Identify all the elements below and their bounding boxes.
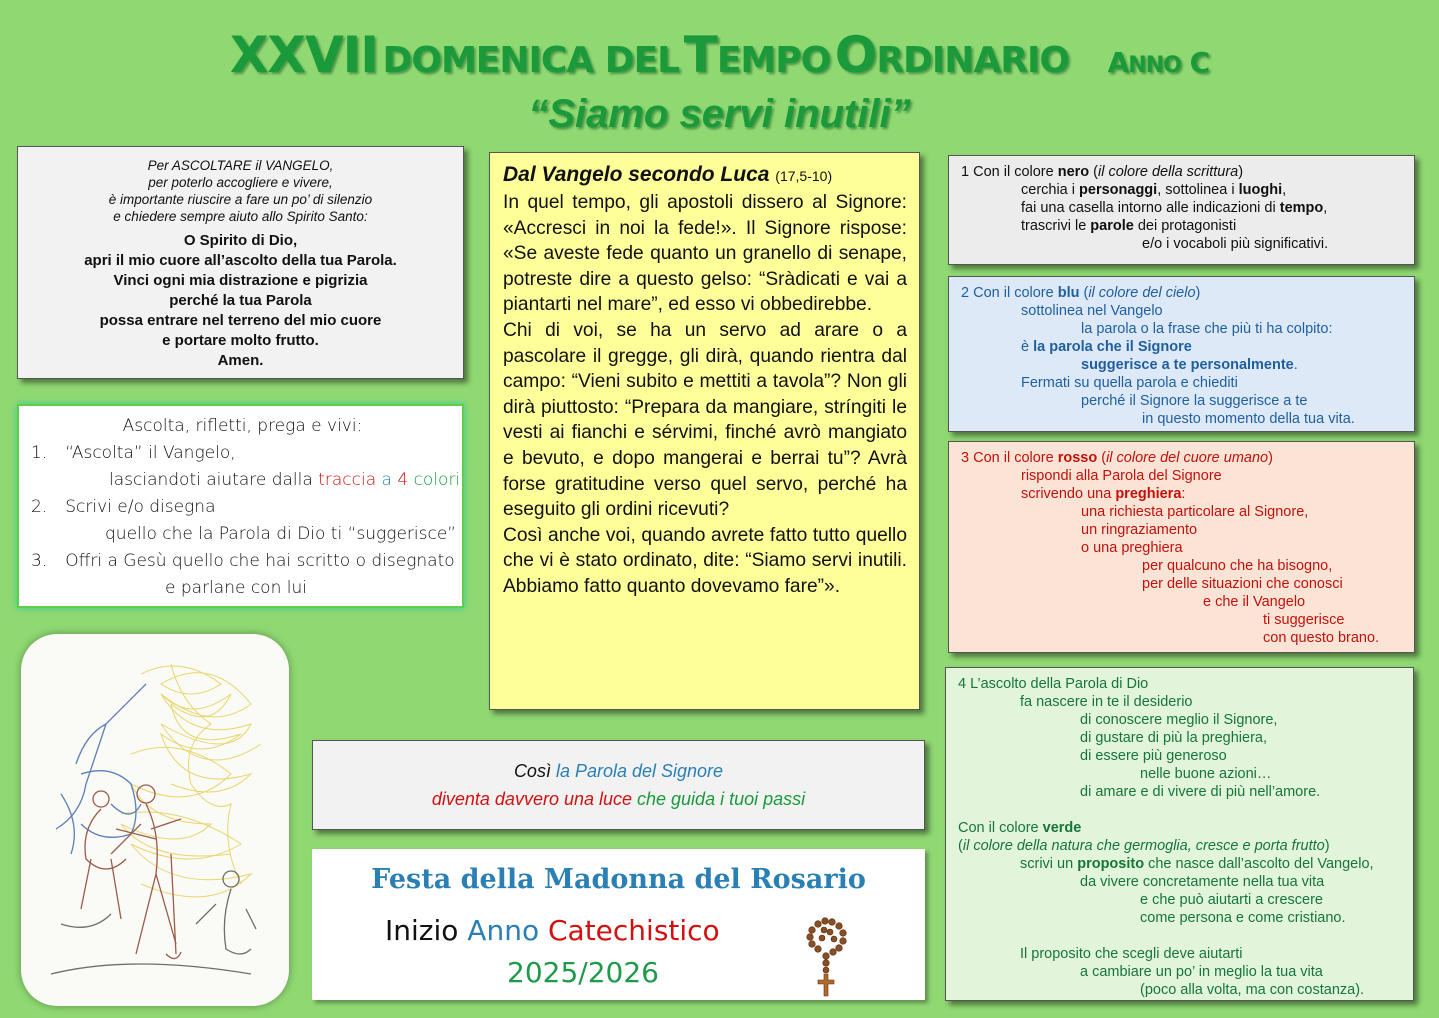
text: 3 Con il colore [961,450,1058,466]
panel-line: nelle buone azioni… [1140,766,1272,782]
word-proposito: proposito [1077,856,1145,872]
gospel-text: In quel tempo, gli apostoli dissero al Signore: «Accresci in noi la fede!». Il Signore rispose: «Se aveste fede quanto un granello di senape, potreste dire a questo gelso: “Sràdicati e vai a piantarti nel mare”, ed esso vi obbedirebbe. [503,192,907,316]
festa-year: 2025/2026 [507,956,659,989]
panel-line [958,819,1401,837]
panel-line: ti suggerisce [1263,612,1345,628]
panel-line: un ringraziamento [1081,522,1198,538]
word-rosso: rosso [1057,450,1098,466]
festa-catechistico: Catechistico [547,914,720,947]
panel-line: e che il Vangelo [1203,594,1306,610]
prayer-line: e portare molto frutto. [162,332,319,349]
panel-line [961,199,1402,217]
step-number: 2. [31,497,48,517]
panel-line [961,356,1402,374]
text: scrivi un [1020,856,1078,872]
step-2 [31,494,454,521]
panel-spacer [958,801,1401,819]
word-preghiera: preghiera [1115,486,1182,502]
luce-diventa: diventa davvero una luce [431,789,633,809]
panel-line: per qualcuno che ha bisogno, [1142,558,1333,574]
panel-line [958,837,1401,855]
rosary-icon [802,916,852,998]
step-2-detail: quello che la Parola di Dio ti “suggerisce” [105,524,457,544]
panel-line: una richiesta particolare al Signore, [1081,504,1309,520]
panel-line: per delle situazioni che conosci [1142,576,1343,592]
title-rdinario: RDINARIO [876,40,1070,81]
gospel-heading [503,161,907,190]
gospel-text: Chi di voi, se ha un servo ad arare o a pascolare il gregge, gli dirà, quando rientra dal campo: “Vieni subito e mettiti a tavola”? Non gli dirà piuttosto: “Prepara da mangiare, stríngiti le vesti ai fianchi e sérvimi, finché avrò mangiato e bevuto, e dopo mangerai e berrai tu”? Avrà forse gratitudine verso quel servo, perché ha eseguito gli ordini ricevuti? [503,319,907,521]
title-numeral: XXVII [229,26,378,84]
text: : [1181,486,1186,502]
festa-inizio: Inizio [385,914,459,947]
panel-line: di essere più generoso [1080,748,1227,764]
panel-line: come persona e come cristiano. [1140,910,1346,926]
luce-box [312,740,925,830]
panel-line: di gustare di più la preghiera, [1080,730,1268,746]
text: che nasce dall’ascolto del Vangelo, [1144,856,1374,872]
panel-line: o una preghiera [1081,540,1183,556]
light-scribbles [121,664,261,897]
word-tempo: tempo [1279,200,1324,216]
illustration-frame [21,634,289,1006]
text: scrivendo una [1021,486,1116,502]
panel-line: a cambiare un po’ in meglio la tua vita [1080,964,1323,980]
title-empo: EMPO [716,40,831,81]
panel-line: Il proposito che scegli deve aiutarti [1020,946,1243,962]
text: trascrivi le [1021,218,1091,234]
prayer-line: apri il mio cuore all’ascolto della tua Parola. [84,252,397,269]
panel-line: 4 L’ascolto della Parola di Dio [958,676,1149,692]
panel-line: di amare e di vivere di più nell’amore. [1080,784,1321,800]
panel-line: con questo brano. [1263,630,1380,646]
step-number: 1. [31,443,48,463]
step-panel-1 [948,155,1415,265]
text: ( [1097,450,1107,466]
text: , [1323,200,1328,216]
word-colori: colori [408,470,461,490]
panel-line: in questo momento della tua vita. [1142,411,1355,427]
text: ( [1079,285,1089,301]
anno-a: A [1107,46,1129,79]
subtitle: “Siamo servi inutili” [528,92,911,136]
word-luoghi: luoghi [1238,182,1283,198]
text: il colore del cuore umano [1106,450,1269,466]
step-text: Offri a Gesù quello che hai scritto o disegnato [65,551,455,571]
text: ) [1238,164,1244,180]
step-3-detail: e parlane con lui [165,578,307,598]
festa-box [312,849,925,1000]
prayer-line: Vinci ogni mia distrazione e pigrizia [113,272,368,289]
step-text: lasciandoti aiutare dalla [109,470,319,490]
luce-parola: la Parola del Signore [555,761,724,781]
festa-anno: Anno [467,914,540,947]
prayer-line: Amen. [217,352,264,369]
text: il colore del cielo [1088,285,1196,301]
drawing-illustration [21,634,289,1006]
text: 1 Con il colore [961,164,1058,180]
word-a: a [376,470,398,490]
luce-guida: che guida i tuoi passi [632,789,806,809]
step-number: 3. [31,551,48,571]
word-4: 4 [397,470,409,490]
text: il colore della scrittura [1098,164,1239,180]
gospel-title: Dal Vangelo secondo Luca [503,163,770,186]
text: è [1021,339,1034,355]
panel-line: fa nascere in te il desiderio [1020,694,1193,710]
panel-line: rispondi alla Parola del Signore [1021,468,1222,484]
page-title [0,26,1439,84]
step-panel-4 [945,667,1414,1001]
step-3 [31,548,454,575]
panel-line [961,181,1402,199]
text: . [1293,357,1298,373]
panel-line [961,338,1402,356]
steps-heading: Ascolta, rifletti, prega e vivi: [122,416,363,436]
panel-line: da vivere concretamente nella tua vita [1080,874,1325,890]
step-1-detail [31,467,461,494]
text: ) [1268,450,1273,466]
text: cerchia i [1021,182,1080,198]
panel-line [961,163,1402,181]
prayer-line: perché la tua Parola [169,292,312,309]
panel-line: e/o i vocaboli più significativi. [1142,236,1329,252]
gospel-text: Così anche voi, quando avrete fatto tutto quello che vi è stato ordinato, dite: “Siamo servi inutili. Abbiamo fatto quanto dovevamo fare”». [503,524,907,597]
panel-line [961,217,1402,235]
text: ) [1324,838,1330,854]
panel-line: Fermati su quella parola e chiediti [1021,375,1238,391]
step-panel-2 [948,276,1415,432]
word-blu: blu [1057,285,1080,301]
text: 2 Con il colore [961,285,1058,301]
panel-line: (poco alla volta, ma con costanza). [1140,982,1365,998]
festa-title: Festa della Madonna del Rosario [371,864,866,895]
step-panel-3 [948,441,1415,653]
festa-inizio-line [385,914,720,947]
text: dei protagonisti [1133,218,1237,234]
panel-line [958,855,1401,873]
prayer-intro-line: Per ASCOLTARE il VANGELO, [147,158,334,173]
panel-line [961,284,1402,302]
title-domenica: DOMENICA DEL [382,40,680,81]
text: , sottolinea i [1157,182,1239,198]
title-o: O [834,26,877,84]
bold-phrase: suggerisce a te personalmente [1081,357,1294,373]
anno-nno: NNO [1128,53,1181,78]
text: ) [1195,285,1201,301]
luce-cosi: Così [513,761,556,781]
step-text: Scrivi e/o disegna [65,497,216,517]
panel-line: perché il Signore la suggerisce a te [1081,393,1308,409]
word-personaggi: personaggi [1079,182,1158,198]
text: Con il colore [958,820,1043,836]
bold-phrase: la parola che il Signore [1033,339,1192,355]
text: ( [1089,164,1098,180]
prayer-box [17,146,464,379]
blue-figures [56,684,146,854]
title-anno [1108,46,1210,79]
prayer-line: possa entrare nel terreno del mio cuore [99,312,382,329]
word-verde: verde [1042,820,1082,836]
prayer-intro-line: e chiedere sempre aiuto allo Spirito Santo: [113,209,368,224]
panel-spacer [958,927,1401,945]
step-1 [31,440,454,467]
anno-letter: C [1189,46,1210,79]
text: ( [958,838,963,854]
gospel-box [489,152,920,710]
word-traccia: traccia [318,470,377,490]
text: il colore della natura che germoglia, cresce e porta frutto [962,838,1325,854]
panel-line: di conoscere meglio il Signore, [1080,712,1278,728]
step-text: “Ascolta” il Vangelo, [65,443,236,463]
panel-line [961,485,1402,503]
luce-line-2 [313,785,924,813]
gospel-reference: (17,5-10) [775,168,833,184]
word-parole: parole [1090,218,1134,234]
title-t: T [683,26,717,84]
prayer-intro-line: per poterlo accogliere e vivere, [148,175,333,190]
panel-line: la parola o la frase che più ti ha colpito: [1081,321,1333,337]
word-nero: nero [1057,164,1090,180]
prayer-intro-line: è importante riuscire a fare un po’ di silenzio [108,192,373,207]
text: , [1282,182,1287,198]
panel-line: sottolinea nel Vangelo [1021,303,1163,319]
luce-line-1 [313,757,924,785]
panel-line: e che può aiutarti a crescere [1140,892,1323,908]
panel-line [961,449,1402,467]
prayer-line: O Spirito di Dio, [183,232,298,249]
steps-box [17,404,464,608]
text: fai una casella intorno alle indicazioni di [1021,200,1280,216]
